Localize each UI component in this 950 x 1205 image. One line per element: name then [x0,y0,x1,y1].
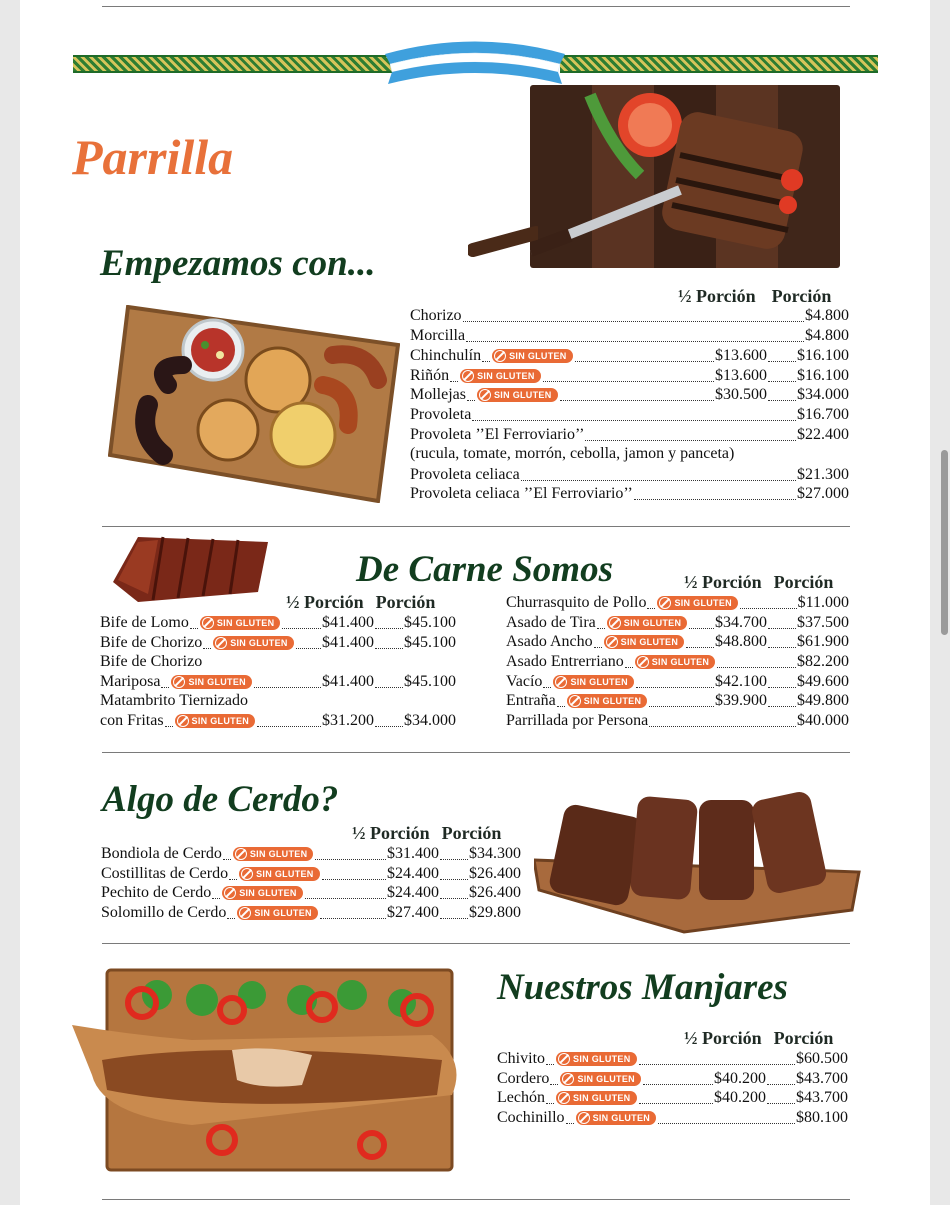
gluten-free-badge [213,636,294,650]
leader-dots [257,726,321,727]
no-gluten-icon [173,676,185,688]
leader-dots [440,898,468,899]
menu-item-name: Riñón [410,367,450,384]
leader-dots [686,647,714,648]
col-header-full: Porción [773,572,834,592]
leader-dots [768,647,796,648]
menu-item-row [506,613,849,633]
gluten-free-badge [237,906,318,920]
half-portion-price: $31.400 [387,845,439,862]
col-header-full: Porción [773,1028,834,1048]
no-gluten-icon [202,617,214,629]
menu-item-name: Lechón [497,1089,545,1106]
divider-3 [102,943,850,944]
menu-item-row [101,883,521,903]
col-header-half: ½ Porción [352,823,430,843]
argentina-flag-ribbon [380,34,570,90]
no-gluten-icon [558,1092,570,1104]
no-gluten-icon [479,389,491,401]
menu-item-name: Chivito [497,1050,546,1067]
menu-item-name: Provoleta celiaca [410,466,520,483]
half-portion-price: $13.600 [715,347,767,364]
menu-item-name: Provoleta [410,406,472,423]
section-title-manjares: Nuestros Manjares [497,967,788,1008]
half-portion-price: $42.100 [715,673,767,690]
gluten-free-badge [556,1052,637,1066]
gluten-free-badge [576,1111,657,1125]
menu-item-name: Chorizo [410,307,462,324]
section-title-empezamos: Empezamos con... [100,243,376,284]
full-portion-price: $34.000 [404,712,456,729]
menu-item-name: Provoleta ’’El Ferroviario’’ [410,426,585,443]
col-header-full: Porción [375,592,436,612]
badge-label: SIN GLUTEN [216,618,275,628]
gluten-free-badge [556,1091,637,1105]
menu-item-name: Asado Entrerriano [506,653,624,670]
no-gluten-icon [462,370,474,382]
gluten-free-badge [604,635,685,649]
gluten-free-badge [492,349,573,363]
leader-dots [322,879,386,880]
full-portion-price: $26.400 [469,865,521,882]
badge-label: SIN GLUTEN [188,677,246,687]
badge-label: SIN GLUTEN [509,351,567,361]
matambrito-line: Matambrito Tiernizado [100,692,248,709]
menu-item-name: Vacío [506,673,543,690]
full-portion-price: $4.800 [805,307,849,324]
leader-dots [212,898,220,899]
full-portion-price: $34.000 [797,386,849,403]
leader-dots [482,361,490,362]
leader-dots [375,628,403,629]
badge-label: SIN GLUTEN [572,1093,631,1103]
half-portion-price: $41.400 [322,634,374,651]
menu-item-row [506,652,849,672]
menu-item-name: Cordero [497,1070,550,1087]
no-gluten-icon [241,868,253,880]
knife-handle [468,225,538,260]
menu-item-name: Churrasquito de Pollo [506,594,647,611]
gluten-free-badge [657,596,738,610]
badge-label: SIN GLUTEN [573,1054,631,1064]
gluten-free-badge [567,694,648,708]
leader-dots [375,687,403,688]
bife-chorizo-line: Bife de Chorizo [100,653,203,670]
badge-label: SIN GLUTEN [254,908,312,918]
badge-label: SIN GLUTEN [674,598,732,608]
menu-item-row [410,484,849,504]
no-gluten-icon [215,637,227,649]
leader-dots [282,628,321,629]
cerdo-col-headers [352,823,501,844]
manjares-col-headers [684,1028,833,1049]
leader-dots [472,420,796,421]
gluten-free-badge [239,867,320,881]
divider-bottom [102,1199,850,1200]
leader-dots [649,706,714,707]
carne-left-col-headers [286,592,435,613]
leader-dots [203,648,211,649]
menu-item-row [410,346,849,366]
leader-dots [190,628,198,629]
half-portion-price: $34.700 [715,614,767,631]
col-header-half: ½ Porción [684,572,762,592]
col-header-full: Porción [441,823,502,843]
leader-dots [767,1084,795,1085]
menu-item-row [101,903,521,923]
leader-dots [440,859,468,860]
pork-ribs-photo [108,522,273,604]
provoleta-note: (rucula, tomate, morrón, cebolla, jamon y panceta) [410,445,735,462]
gluten-free-badge [222,886,303,900]
gluten-free-badge [171,675,252,689]
leader-dots [594,647,602,648]
vertical-scrollbar[interactable] [941,450,948,635]
gluten-free-badge [460,369,541,383]
menu-item-row [100,613,456,633]
menu-item-row [506,711,849,731]
half-portion-price: $39.900 [715,692,767,709]
menu-item-row [101,844,521,864]
section-title-carne: De Carne Somos [356,549,613,590]
no-gluten-icon [494,350,506,362]
full-portion-price: $34.300 [469,845,521,862]
menu-item-row [410,366,849,386]
leader-dots [320,918,386,919]
leader-dots [254,687,321,688]
full-portion-price: $29.800 [469,904,521,921]
empezamos-col-headers [678,286,831,307]
page-title: Parrilla [72,129,234,185]
menu-page [20,0,930,1205]
half-portion-price: $24.400 [387,865,439,882]
leader-dots [740,608,797,609]
full-portion-price: $4.800 [805,327,849,344]
menu-item-row [410,425,849,445]
menu-item-name: Solomillo de Cerdo [101,904,227,921]
no-gluten-icon [239,907,251,919]
leader-dots [229,879,237,880]
half-portion-price: $30.500 [715,386,767,403]
no-gluten-icon [637,656,649,668]
menu-item-row [410,326,849,346]
full-portion-price: $45.100 [404,634,456,651]
full-portion-price: $49.600 [797,673,849,690]
menu-item-name: Bife de Chorizo [100,634,203,651]
leader-dots [639,1064,795,1065]
no-gluten-icon [659,597,671,609]
menu-item-row [100,711,456,731]
leader-dots [575,361,714,362]
badge-label: SIN GLUTEN [623,618,682,628]
half-portion-price: $48.800 [715,633,767,650]
leader-dots [634,499,796,500]
half-portion-price: $41.400 [322,614,374,631]
leader-dots [315,859,386,860]
menu-item-row [497,1088,848,1108]
leader-dots [643,1084,713,1085]
menu-item-name: Mollejas [410,386,466,403]
half-portion-price: $40.200 [714,1070,766,1087]
leader-dots [689,628,714,629]
no-gluten-icon [609,617,621,629]
leader-dots [768,400,796,401]
full-portion-price: $43.700 [796,1089,848,1106]
menu-item-name: Bife de Lomo [100,614,189,631]
whole-roast-photo [72,965,467,1175]
half-portion-price: $41.400 [322,673,374,690]
gluten-free-badge [560,1072,641,1086]
leader-dots [768,706,796,707]
leader-dots [165,726,173,727]
menu-item-name: Mariposa [100,673,161,690]
leader-dots [550,1084,558,1085]
badge-label: SIN GLUTEN [620,637,679,647]
leader-dots [649,726,796,727]
full-portion-price: $22.400 [797,426,849,443]
menu-item-row [101,864,521,884]
full-portion-price: $11.000 [797,594,849,611]
full-portion-price: $43.700 [796,1070,848,1087]
full-portion-price: $37.500 [797,614,849,631]
no-gluten-icon [558,1053,570,1065]
leader-dots [636,687,714,688]
leader-dots [450,381,458,382]
menu-item-name: Cochinillo [497,1109,565,1126]
leader-dots [466,341,804,342]
no-gluten-icon [569,695,581,707]
leader-dots [546,1064,554,1065]
divider-2 [102,752,850,753]
leader-dots [543,687,551,688]
grilled-ribs-photo [530,85,840,268]
no-gluten-icon [224,887,236,899]
gluten-free-badge [233,847,314,861]
menu-item-row [410,465,849,485]
full-portion-price: $61.900 [797,633,849,650]
leader-dots [768,361,796,362]
menu-item-row [100,672,456,692]
menu-item-row [506,672,849,692]
no-gluten-icon [578,1112,590,1124]
col-header-half: ½ Porción [286,592,364,612]
full-portion-price: $16.100 [797,367,849,384]
leader-dots [521,480,796,481]
divider-top [102,6,850,7]
full-portion-price: $26.400 [469,884,521,901]
gluten-free-badge [635,655,716,669]
leader-dots [768,628,796,629]
leader-dots [768,687,796,688]
menu-item-name: Morcilla [410,327,466,344]
full-portion-price: $40.000 [797,712,849,729]
badge-label: SIN GLUTEN [570,677,628,687]
leader-dots [305,898,386,899]
badge-label: SIN GLUTEN [651,657,710,667]
carne-right-col-headers [684,572,833,593]
full-portion-price: $60.500 [796,1050,848,1067]
leader-dots [227,918,235,919]
no-gluten-icon [235,848,247,860]
gluten-free-badge [477,388,558,402]
no-gluten-icon [555,676,567,688]
leader-dots [647,608,655,609]
badge-label: SIN GLUTEN [477,371,535,381]
leader-dots [296,648,321,649]
full-portion-price: $16.700 [797,406,849,423]
full-portion-price: $80.100 [796,1109,848,1126]
menu-item-row [497,1108,848,1128]
badge-label: SIN GLUTEN [577,1074,635,1084]
full-portion-price: $49.800 [797,692,849,709]
leader-dots [440,918,468,919]
menu-item-name: Bondiola de Cerdo [101,845,222,862]
full-portion-price: $82.200 [797,653,849,670]
leader-dots [375,648,403,649]
menu-item-name: con Fritas [100,712,164,729]
menu-item-row [506,632,849,652]
no-gluten-icon [606,636,618,648]
full-portion-price: $16.100 [797,347,849,364]
menu-item-name: Parrillada por Persona [506,712,649,729]
badge-label: SIN GLUTEN [239,888,297,898]
menu-item-name: Chinchulín [410,347,482,364]
half-portion-price: $40.200 [714,1089,766,1106]
leader-dots [717,667,796,668]
col-header-half: ½ Porción [678,286,756,306]
leader-dots [639,1103,714,1104]
menu-item-name: Asado de Tira [506,614,596,631]
no-gluten-icon [177,715,189,727]
menu-item-row [410,306,849,326]
half-portion-price: $27.400 [387,904,439,921]
menu-item-name: Provoleta celiaca ’’El Ferroviario’’ [410,485,633,502]
leader-dots [161,687,169,688]
badge-label: SIN GLUTEN [230,638,288,648]
gluten-free-badge [200,616,281,630]
full-portion-price: $45.100 [404,673,456,690]
half-portion-price: $13.600 [715,367,767,384]
col-header-half: ½ Porción [684,1028,762,1048]
pork-board-photo [534,790,862,935]
decorative-band-left [73,55,393,73]
menu-item-name: Entraña [506,692,556,709]
leader-dots [768,381,796,382]
full-portion-price: $27.000 [797,485,849,502]
badge-label: SIN GLUTEN [256,869,314,879]
badge-label: SIN GLUTEN [494,390,552,400]
leader-dots [560,400,714,401]
leader-dots [463,321,804,322]
badge-label: SIN GLUTEN [249,849,308,859]
menu-item-row [497,1069,848,1089]
leader-dots [546,1103,554,1104]
col-header-full: Porción [771,286,832,306]
leader-dots [223,859,231,860]
no-gluten-icon [562,1073,574,1085]
leader-dots [597,628,605,629]
menu-item-row [506,593,849,613]
leader-dots [440,879,468,880]
leader-dots [767,1103,795,1104]
menu-item-row [497,1049,848,1069]
menu-item-name: Pechito de Cerdo [101,884,212,901]
full-portion-price: $45.100 [404,614,456,631]
gluten-free-badge [553,675,634,689]
half-portion-price: $24.400 [387,884,439,901]
leader-dots [543,381,714,382]
leader-dots [467,400,475,401]
menu-item-row [100,633,456,653]
menu-item-name: Asado Ancho [506,633,593,650]
badge-label: SIN GLUTEN [592,1113,651,1123]
gluten-free-badge [607,616,688,630]
grill-board-photo [108,305,400,503]
menu-item-row [506,691,849,711]
leader-dots [566,1123,574,1124]
leader-dots [585,440,796,441]
badge-label: SIN GLUTEN [191,716,250,726]
gluten-free-badge [175,714,256,728]
section-title-cerdo: Algo de Cerdo? [102,779,339,820]
decorative-band-right [560,55,878,73]
menu-item-name: Costillitas de Cerdo [101,865,229,882]
menu-item-row [410,385,849,405]
leader-dots [375,726,403,727]
full-portion-price: $21.300 [797,466,849,483]
menu-item-row [410,405,849,425]
leader-dots [658,1123,795,1124]
badge-label: SIN GLUTEN [583,696,642,706]
leader-dots [625,667,633,668]
leader-dots [557,706,565,707]
half-portion-price: $31.200 [322,712,374,729]
